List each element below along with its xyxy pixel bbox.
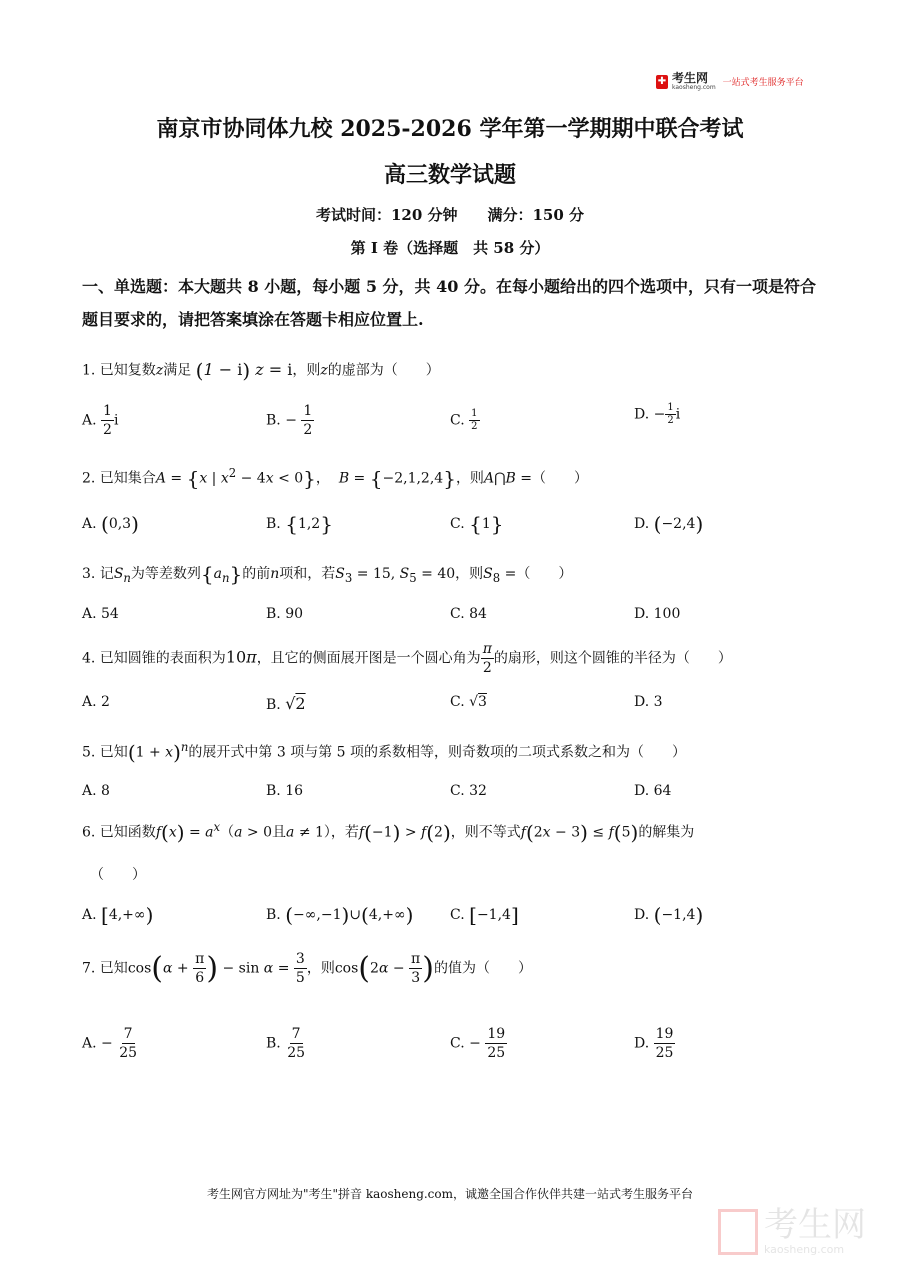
option-6a[interactable]: A. [4,+∞)	[82, 903, 154, 927]
option-4d[interactable]: D. 3	[634, 694, 663, 710]
option-6c[interactable]: C. [−1,4]	[450, 903, 519, 927]
option-2b[interactable]: B. {1,2}	[266, 512, 333, 536]
watermark-logo-icon	[718, 1209, 758, 1255]
option-3b[interactable]: B. 90	[266, 606, 304, 622]
option-4c[interactable]: C. √3	[450, 694, 487, 710]
option-4b[interactable]: B. √2	[266, 694, 306, 713]
option-5b[interactable]: B. 16	[266, 783, 304, 799]
question-5: 5. 已知$(1 + x)^n$的展开式中第 3 项与第 5 项的系数相等，则奇数项的二项式系数之和为（ ）	[82, 740, 687, 765]
option-1b[interactable]: B. − $\frac{1}{2}$	[266, 403, 313, 438]
option-7c[interactable]: C. − $\frac{19}{25}$	[450, 1026, 506, 1061]
exam-title: 南京市协同体九校 2025-2026 学年第一学期期中联合考试	[156, 116, 744, 142]
option-7b[interactable]: B. $\frac{7}{25}$	[266, 1026, 306, 1061]
question-7: 7. 已知cos(α + $\frac{\pi}{6}$ ) − sin α = $\frac{3}{5}$ ，则cos(2α − $\frac{\pi}{3}$ )的值为（ ）	[82, 951, 532, 986]
section-instructions: 一、单选题：本大题共 8 小题，每小题 5 分，共 40 分。在每小题给出的四个选项中，只有一项是符合题目要求的，请把答案填涂在答题卡相应位置上.	[82, 277, 816, 329]
option-3c[interactable]: C. 84	[450, 606, 487, 622]
question-6-blank: （ ）	[90, 867, 146, 883]
option-4a[interactable]: A. 2	[82, 694, 110, 710]
option-5a[interactable]: A. 8	[82, 783, 110, 799]
watermark-name: 考生网	[764, 1205, 866, 1245]
option-1c[interactable]: C. $\frac{1}{2}$	[450, 408, 478, 432]
option-2d[interactable]: D. (−2,4)	[634, 512, 704, 536]
logo-name: 考生网	[672, 71, 709, 85]
option-2a[interactable]: A. (0,3)	[82, 512, 139, 536]
volume-label: 第 I 卷（选择题 共 58 分）	[350, 239, 550, 257]
option-6d[interactable]: D. (−1,4)	[634, 903, 704, 927]
option-7d[interactable]: D. $\frac{19}{25}$	[634, 1026, 674, 1061]
question-3: 3. 记$S_n$为等差数列$\{a_n\}$的前n项和，若$S_3 = 15$, $S_5 = 40$，则$S_8$ =（ ）	[82, 562, 573, 586]
page-footer: 考生网官方网址为"考生"拼音 kaosheng.com，诚邀全国合作伙伴共建一站式考生服务平台	[206, 1187, 694, 1201]
option-3d[interactable]: D. 100	[634, 606, 681, 622]
logo-site: kaosheng.com	[672, 84, 716, 91]
logo-slogan: 一站式考生服务平台	[722, 78, 804, 88]
question-2: 2. 已知集合A = {x | $x^2 - 4x < 0$}， B = {−2,1,2,4}，则A⋂B =（ ）	[82, 466, 589, 491]
watermark-site: kaosheng.com	[764, 1243, 845, 1256]
exam-subtitle: 高三数学试题	[383, 162, 516, 188]
option-5c[interactable]: C. 32	[450, 783, 487, 799]
watermark	[718, 1207, 866, 1256]
option-1a[interactable]: A. $\frac{1}{2}$ i	[82, 403, 119, 438]
question-6: 6. 已知函数$f(x) = a^x(a > 0$且a ≠ 1），若f(−1) > f(2)，则不等式f(2x − 3) ≤ f(5)的解集为	[82, 820, 695, 845]
option-2c[interactable]: C. {1}	[450, 512, 504, 536]
brand-logo	[656, 72, 804, 91]
option-5d[interactable]: D. 64	[634, 783, 672, 799]
option-3a[interactable]: A. 54	[82, 606, 119, 622]
option-7a[interactable]: A. − $\frac{7}{25}$	[82, 1026, 138, 1061]
option-1d[interactable]: D. − $\frac{1}{2}$ i	[634, 402, 681, 426]
question-1: 1. 已知复数z满足 (1 − i) z = i，则z的虚部为（ ）	[82, 358, 440, 382]
option-6b[interactable]: B. (−∞,−1)∪(4,+∞)	[266, 903, 414, 927]
question-4: 4. 已知圆锥的表面积为10π，且它的侧面展开图是一个圆心角为 $\frac{\pi}{2}$ 的扇形，则这个圆锥的半径为（ ）	[82, 641, 732, 676]
logo-icon: ✚	[657, 75, 667, 87]
exam-info: 考试时间：120 分钟 满分：150 分	[315, 206, 585, 224]
